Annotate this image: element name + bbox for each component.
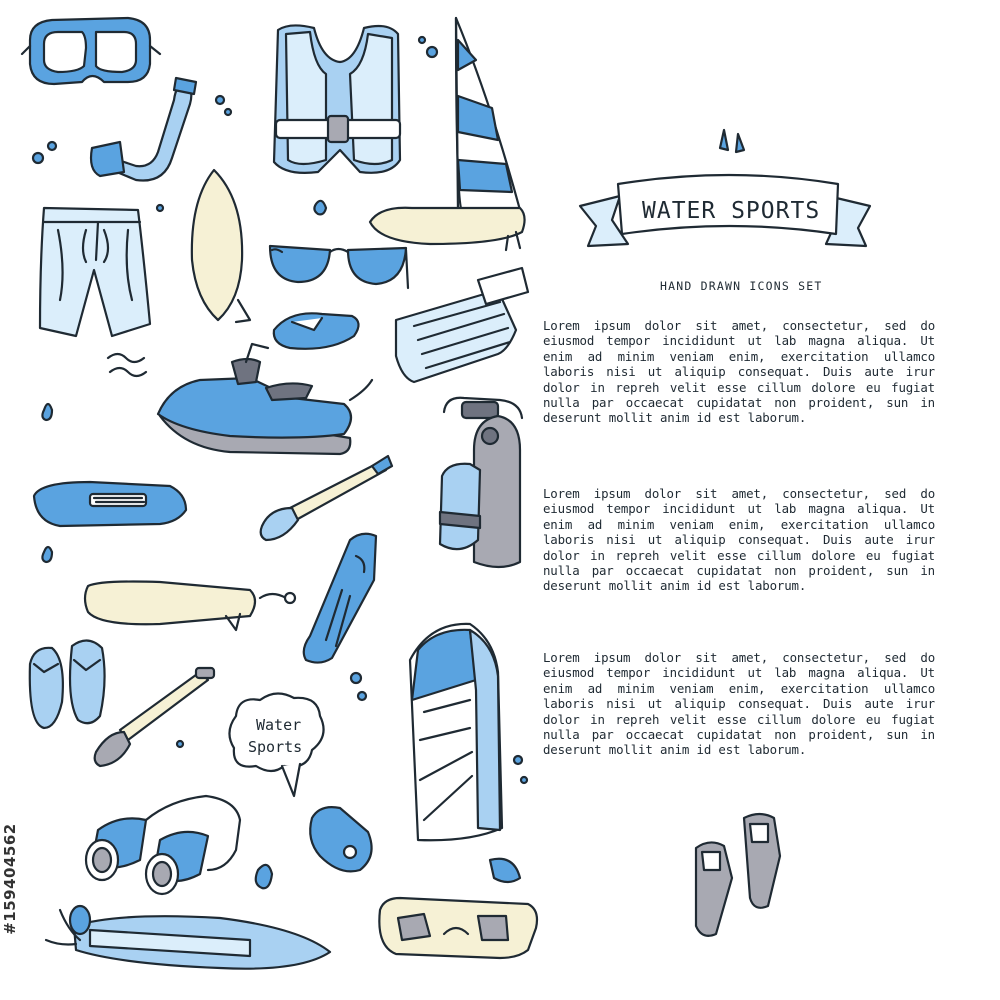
speech-bubble-icon xyxy=(229,693,323,796)
wave-icon xyxy=(108,354,146,376)
kickboard-icon xyxy=(310,807,371,871)
kite-icon xyxy=(410,624,502,840)
stock-id-text: #159404562 xyxy=(1,823,19,935)
banana-boat-icon xyxy=(46,906,330,969)
body-paragraph-3: Lorem ipsum dolor sit amet, consectetur, sed do eiusmod tempor incididunt ut lab magna aliqua. Ut enim ad minim veniam enim, exercitation ullamco laboris nisi ut aliquip consequat. Duis aute irur dolor in repreh velit esse cillum dolore eu fugiat nulla par occaecat cupidatat non proident, sun in deserunt mollit anim id est laborum. xyxy=(543,650,935,758)
swim-shorts-icon xyxy=(40,208,150,336)
sunglasses-icon xyxy=(270,246,408,288)
stock-id-watermark xyxy=(0,760,22,1000)
page-title: WATER SPORTS xyxy=(642,198,821,224)
diving-mask-icon xyxy=(22,18,160,84)
flip-flops-icon xyxy=(30,640,105,728)
snorkel-icon xyxy=(91,78,196,181)
scuba-tank-icon xyxy=(440,398,522,567)
bodyboard-icon xyxy=(34,482,186,526)
bubble-line2: Sports xyxy=(248,738,303,756)
surfboard-icon xyxy=(192,170,250,322)
body-paragraph-2: Lorem ipsum dolor sit amet, consectetur, sed do eiusmod tempor incididunt ut lab magna aliqua. Ut enim ad minim veniam enim, exercitation ullamco laboris nisi ut aliquip consequat. Duis aute irur dolor in repreh velit esse cillum dolore eu fugiat nulla par occaecat cupidatat non proident, sun in deserunt mollit anim id est laborum. xyxy=(543,486,935,594)
page-subtitle: HAND DRAWN ICONS SET xyxy=(660,279,823,293)
bubble-line1: Water xyxy=(256,716,302,734)
swim-fin-icon xyxy=(304,534,376,663)
life-vest-icon xyxy=(274,25,400,172)
title-ribbon xyxy=(580,175,870,246)
binoculars-icon xyxy=(86,796,240,894)
paddle-icon xyxy=(261,456,392,540)
air-mattress-icon xyxy=(396,268,528,382)
paddleboard-icon xyxy=(85,582,295,631)
flip-flop-icon xyxy=(274,313,359,348)
sup-paddle-icon xyxy=(95,668,214,766)
jet-ski-icon xyxy=(158,344,372,454)
fins-pair-icon xyxy=(696,814,780,936)
body-paragraph-1: Lorem ipsum dolor sit amet, consectetur, sed do eiusmod tempor incididunt ut lab magna aliqua. Ut enim ad minim veniam enim, exercitation ullamco laboris nisi ut aliquip consequat. Duis aute irur dolor in repreh velit esse cillum dolore eu fugiat nulla par occaecat cupidatat non proident, sun in deserunt mollit anim id est laborum. xyxy=(543,318,935,426)
wakeboard-icon xyxy=(379,898,537,958)
